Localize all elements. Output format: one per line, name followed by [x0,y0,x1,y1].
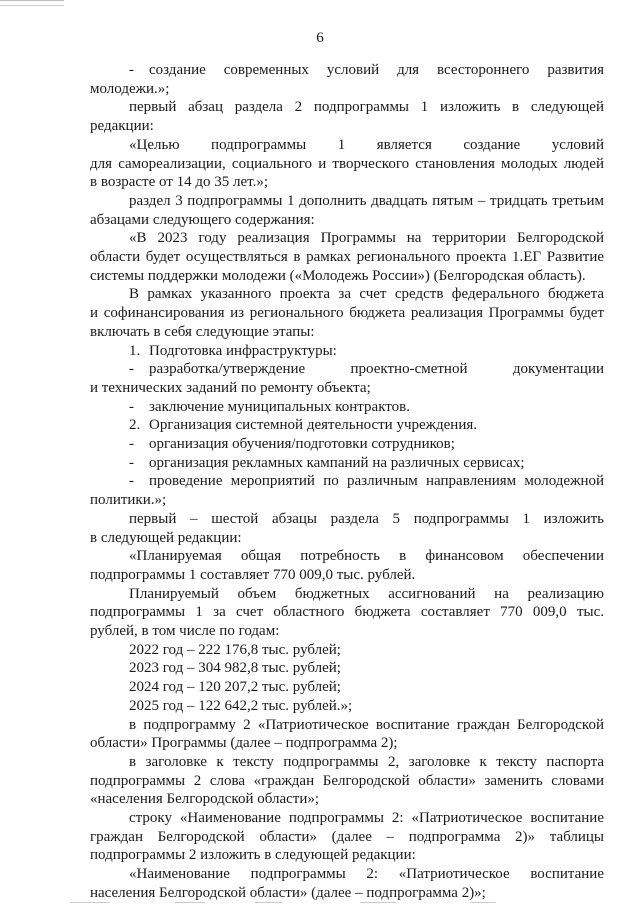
text-line: в подпрограмму 2 «Патриотическое воспитание граждан Белгородской [129,716,604,733]
text-line: включать в себя следующие этапы: [90,323,315,340]
text-line: «Планируемая общая потребность в финансовом обеспечении [129,548,604,565]
scan-edge-mark [0,0,64,6]
text-line: для самореализации, социального и творческого становления молодых людей [90,155,604,172]
text-line: организация обучения/подготовки сотрудников; [149,436,455,452]
text-line: создание современных условий для всестороннего развития [149,62,604,78]
text-line: области будет осуществляться в рамках регионального проекта 1.ЕГ Развитие [90,249,604,265]
text-line: Подготовка инфраструктуры: [149,342,337,359]
text-line: «В 2023 году реализация Программы на территории Белгородской [129,230,604,247]
text-line: проведение мероприятий по различным направлениям молодежной [149,473,604,490]
text-line: политики.»; [90,492,167,509]
text-line: заключение муниципальных контрактов. [149,398,410,415]
text-line: подпрограммы 2 слова «граждан Белгородской области» заменить словами [90,772,604,789]
text-line: «населения Белгородской области»; [90,791,320,808]
text-line: 2025 год – 122 642,2 тыс. рублей.»; [129,697,353,714]
text-line: 2022 год – 222 176,8 тыс. рублей; [129,641,341,658]
text-line: Планируемый объем бюджетных ассигнований на реализацию [129,585,604,602]
page-number: 6 [316,30,324,46]
list-number: 2. [129,417,141,434]
text-line: первый – шестой абзацы раздела 5 подпрограммы 1 изложить [129,510,604,527]
text-line: подпрограммы 2 изложить в следующей редакции: [90,847,416,864]
text-line: населения Белгородской области» (далее – подпрограмма 2)»; [90,884,486,901]
text-line: области» Программы (далее – подпрограмма 2); [90,735,398,752]
list-dash-marker: - [129,361,134,378]
text-line: рублей, в том числе по годам: [90,623,280,639]
text-line: «Целью подпрограммы 1 является создание условий [129,136,604,153]
list-dash-marker: - [129,454,134,471]
list-dash-marker: - [129,62,134,78]
text-line: разработка/утверждение проектно-сметной документации [149,361,604,378]
list-dash-marker: - [129,473,134,490]
text-line: первый абзац раздела 2 подпрограммы 1 изложить в следующей [129,99,604,116]
text-line: граждан Белгородской области» (далее – подпрограмма 2)» таблицы [90,828,604,845]
text-line: 2024 год – 120 207,2 тыс. рублей; [129,679,341,696]
text-line: подпрограммы 1 за счет областного бюджета составляет 770 009,0 тыс. [90,604,604,621]
text-line: 2023 год – 304 982,8 тыс. рублей; [129,660,341,677]
text-line: В рамках указанного проекта за счет средств федерального бюджета [129,286,604,303]
text-line: системы поддержки молодежи («Молодежь России») (Белгородская область). [90,267,586,284]
text-line: подпрограммы 1 составляет 770 009,0 тыс. рублей. [90,566,416,583]
text-line: «Наименование подпрограммы 2: «Патриотическое воспитание [129,866,604,883]
text-line: и софинансирования из регионального бюджета реализация Программы будет [90,305,604,322]
text-line: организация рекламных кампаний на различных сервисах; [149,454,525,471]
text-line: строку «Наименование подпрограммы 2: «Патриотическое воспитание [129,810,604,826]
scan-bottom-edge [0,897,640,905]
list-dash-marker: - [129,398,134,415]
text-line: в следующей редакции: [90,529,242,546]
list-dash-marker: - [129,436,134,452]
text-line: раздел 3 подпрограммы 1 дополнить двадцать пятым – тридцать третьим [129,192,604,209]
text-line: редакции: [90,118,154,135]
text-line: и технических заданий по ремонту объекта; [90,379,371,396]
text-line: молодежи.»; [90,80,170,97]
text-line: в возрасте от 14 до 35 лет.»; [90,174,268,191]
text-line: абзацами следующего содержания: [90,211,315,228]
text-line: Организация системной деятельности учреждения. [149,417,478,434]
text-line: в заголовке к тексту подпрограммы 2, заголовке к тексту паспорта [129,753,604,770]
list-number: 1. [129,342,141,359]
